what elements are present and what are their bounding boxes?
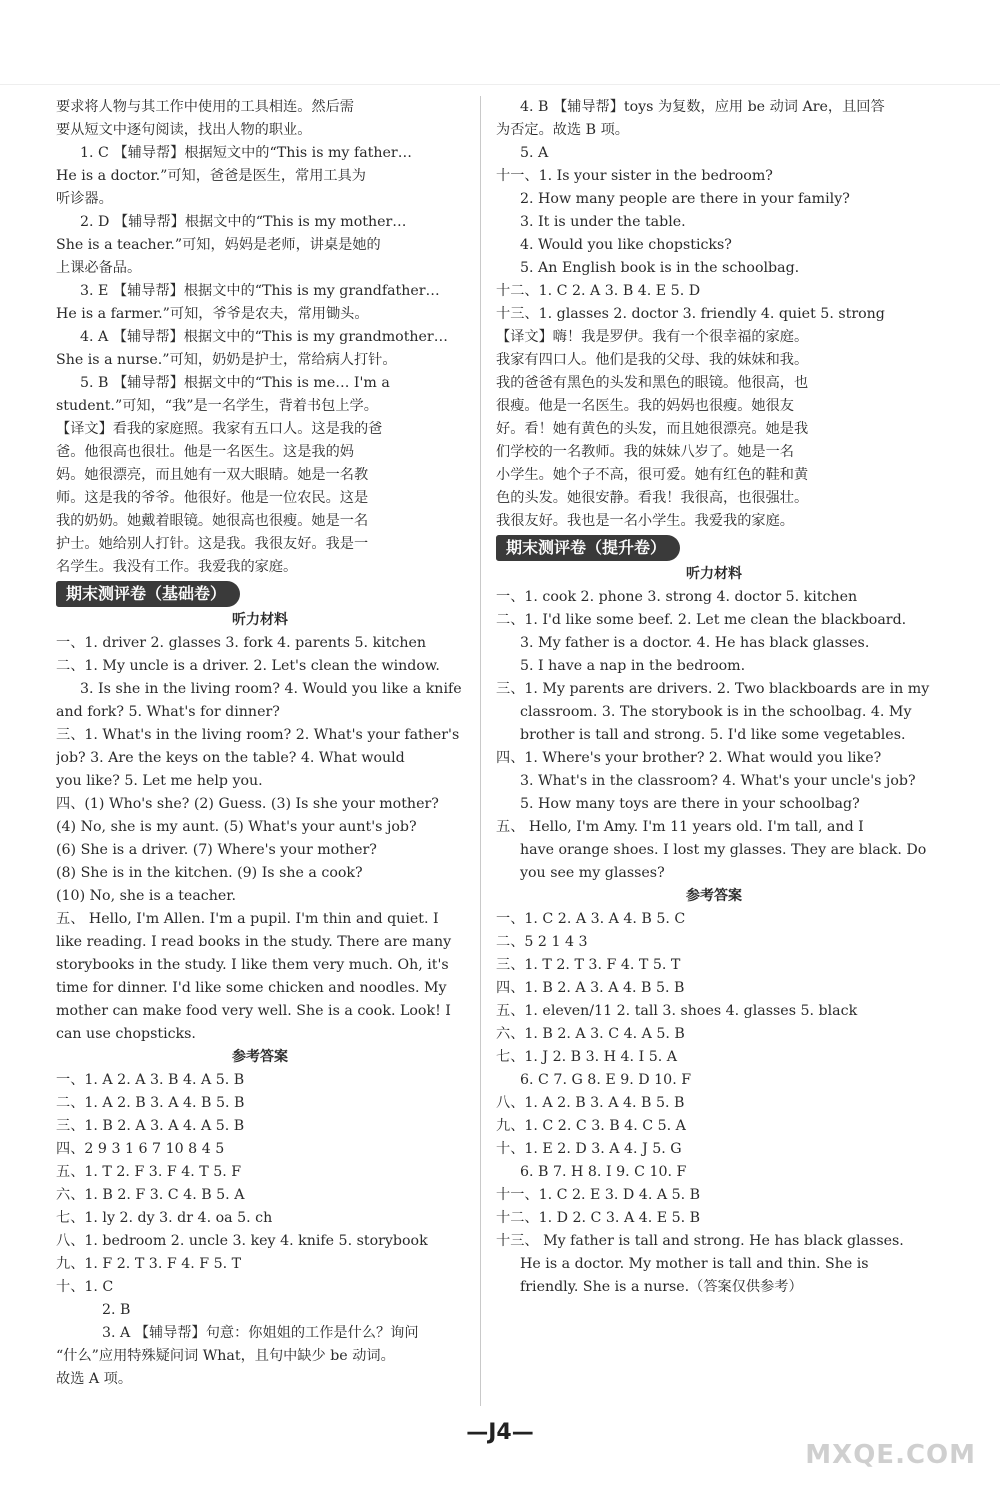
text-line: 六、1. B 2. A 3. C 4. A 5. B xyxy=(496,1026,685,1042)
text-line: job? 3. Are the keys on the table? 4. What would xyxy=(56,750,405,766)
text-line: 一、1. C 2. A 3. A 4. B 5. C xyxy=(496,911,686,927)
text-line: and fork? 5. What's for dinner? xyxy=(56,704,280,720)
text-line: you like? 5. Let me help you. xyxy=(56,773,263,789)
text-line: 十二、1. D 2. C 3. A 4. E 5. B xyxy=(496,1210,701,1226)
subsection-heading: 参考答案 xyxy=(232,1049,288,1065)
text-line: 五、1. eleven/11 2. tall 3. shoes 4. glasses 5. black xyxy=(496,1003,858,1019)
text-line: 一、1. cook 2. phone 3. strong 4. doctor 5. kitchen xyxy=(496,589,858,605)
text-line: 三、1. What's in the living room? 2. What's your father's xyxy=(56,727,460,743)
text-line: 3. A 【辅导帮】句意：你姐姐的工作是什么？询问 xyxy=(102,1325,419,1341)
text-line: He is a farmer.”可知，爷爷是农夫，常用锄头。 xyxy=(56,306,369,322)
right-column xyxy=(496,96,932,1299)
text-line: 3. My father is a doctor. 4. He has black glasses. xyxy=(520,635,870,651)
text-line: mother can make food very well. She is a cook. Look! I xyxy=(56,1003,451,1019)
text-line: 八、1. bedroom 2. uncle 3. key 4. knife 5. storybook xyxy=(56,1233,428,1249)
column-divider xyxy=(480,96,481,1406)
text-line: 三、1. My parents are drivers. 2. Two blackboards are in my xyxy=(496,681,930,697)
text-line: 四、2 9 3 1 6 7 10 8 4 5 xyxy=(56,1141,225,1157)
page-top-rule xyxy=(0,84,1000,85)
section-banner-wrap xyxy=(496,533,932,563)
text-line: (8) She is in the kitchen. (9) Is she a cook? xyxy=(56,865,363,881)
text-line: 4. Would you like chopsticks? xyxy=(520,237,732,253)
text-line: 五、 Hello, I'm Amy. I'm 11 years old. I'm tall, and I xyxy=(496,819,864,835)
text-line: 二、1. My uncle is a driver. 2. Let's clean the window. xyxy=(56,658,440,674)
text-line: 好。看！她有黄色的头发，而且她很漂亮。她是我 xyxy=(496,421,809,437)
section-title: 期末测评卷（基础卷） xyxy=(56,581,240,607)
text-line: 5. A xyxy=(520,145,549,161)
text-line: (4) No, she is my aunt. (5) What's your aunt's job? xyxy=(56,819,417,835)
text-line: 一、1. A 2. A 3. B 4. A 5. B xyxy=(56,1072,245,1088)
text-line: storybooks in the study. I like them very much. Oh, it's xyxy=(56,957,449,973)
text-line: 小学生。她个子不高，很可爱。她有红色的鞋和黄 xyxy=(496,467,809,483)
text-line: 2. D 【辅导帮】根据文中的“This is my mother… xyxy=(80,214,407,230)
text-line: 我家有四口人。他们是我的父母、我的妹妹和我。 xyxy=(496,352,809,368)
text-line: 名学生。我没有工作。我爱我的家庭。 xyxy=(56,559,298,575)
text-line: you see my glasses? xyxy=(520,865,665,881)
text-line: 师。这是我的爷爷。他很好。他是一位农民。这是 xyxy=(56,490,369,506)
text-line: 四、1. Where's your brother? 2. What would you like? xyxy=(496,750,882,766)
text-line: 要求将人物与其工作中使用的工具相连。然后需 xyxy=(56,99,354,115)
text-line: He is a doctor. My mother is tall and thin. She is xyxy=(520,1256,869,1272)
text-line: 七、1. J 2. B 3. H 4. I 5. A xyxy=(496,1049,677,1065)
text-line: 三、1. T 2. T 3. F 4. T 5. T xyxy=(496,957,681,973)
text-line: 十一、1. C 2. E 3. D 4. A 5. B xyxy=(496,1187,701,1203)
text-line: 【译文】嗨！我是罗伊。我有一个很幸福的家庭。 xyxy=(496,329,809,345)
text-line: 1. C 【辅导帮】根据短文中的“This is my father… xyxy=(80,145,412,161)
text-line: 4. B 【辅导帮】toys 为复数，应用 be 动词 Are，且回答 xyxy=(520,99,885,115)
text-line: 很瘦。他是一名医生。我的妈妈也很瘦。她很友 xyxy=(496,398,794,414)
text-line: 3. What's in the classroom? 4. What's your uncle's job? xyxy=(520,773,916,789)
text-line: 十、1. C xyxy=(56,1279,114,1295)
text-line: 我的奶奶。她戴着眼镜。她很高也很瘦。她是一名 xyxy=(56,513,369,529)
text-line: She is a nurse.”可知，奶奶是护士，常给病人打针。 xyxy=(56,352,397,368)
text-line: She is a teacher.”可知，妈妈是老师，讲桌是她的 xyxy=(56,237,381,253)
text-line: 我的爸爸有黑色的头发和黑色的眼镜。他很高，也 xyxy=(496,375,809,391)
subsection-heading: 听力材料 xyxy=(686,566,742,582)
watermark-text: MXQE.COM xyxy=(805,1440,976,1470)
page-number: —J4— xyxy=(466,1420,534,1445)
text-line: 2. How many people are there in your family? xyxy=(520,191,850,207)
text-line: student.”可知，“我”是一名学生，背着书包上学。 xyxy=(56,398,378,414)
text-line: 二、1. I'd like some beef. 2. Let me clean the blackboard. xyxy=(496,612,907,628)
text-line: He is a doctor.”可知，爸爸是医生，常用工具为 xyxy=(56,168,366,184)
text-line: 【译文】看我的家庭照。我家有五口人。这是我的爸 xyxy=(56,421,383,437)
text-line: 十、1. E 2. D 3. A 4. J 5. G xyxy=(496,1141,682,1157)
text-line: 4. A 【辅导帮】根据文中的“This is my grandmother… xyxy=(80,329,448,345)
text-line: 十三、1. glasses 2. doctor 3. friendly 4. quiet 5. strong xyxy=(496,306,885,322)
text-line: 妈。她很漂亮，而且她有一双大眼睛。她是一名教 xyxy=(56,467,369,483)
text-line: 四、(1) Who's she? (2) Guess. (3) Is she your mother? xyxy=(56,796,439,812)
text-line: 六、1. B 2. F 3. C 4. B 5. A xyxy=(56,1187,245,1203)
text-line: 为否定。故选 B 项。 xyxy=(496,122,629,138)
text-line: 二、5 2 1 4 3 xyxy=(496,934,588,950)
text-line: 爸。他很高也很壮。他是一名医生。这是我的妈 xyxy=(56,444,354,460)
text-line: 上课必备品。 xyxy=(56,260,142,276)
text-line: 七、1. ly 2. dy 3. dr 4. oa 5. ch xyxy=(56,1210,273,1226)
text-line: 一、1. driver 2. glasses 3. fork 4. parents 5. kitchen xyxy=(56,635,427,651)
text-line: 3. It is under the table. xyxy=(520,214,686,230)
text-line: 5. I have a nap in the bedroom. xyxy=(520,658,746,674)
text-line: 十二、1. C 2. A 3. B 4. E 5. D xyxy=(496,283,701,299)
subsection-heading: 参考答案 xyxy=(686,888,742,904)
text-line: can use chopsticks. xyxy=(56,1026,196,1042)
text-line: 九、1. C 2. C 3. B 4. C 5. A xyxy=(496,1118,686,1134)
text-line: brother is tall and strong. 5. I'd like some vegetables. xyxy=(520,727,906,743)
text-line: 5. How many toys are there in your schoolbag? xyxy=(520,796,860,812)
text-line: 护士。她给别人打针。这是我。我很友好。我是一 xyxy=(56,536,369,552)
text-line: 五、 Hello, I'm Allen. I'm a pupil. I'm thin and quiet. I xyxy=(56,911,439,927)
text-line: (10) No, she is a teacher. xyxy=(56,888,236,904)
text-line: classroom. 3. The storybook is in the schoolbag. 4. My xyxy=(520,704,912,720)
text-line: friendly. She is a nurse.（答案仅供参考） xyxy=(520,1279,803,1295)
text-line: 四、1. B 2. A 3. A 4. B 5. B xyxy=(496,980,685,996)
text-line: 5. An English book is in the schoolbag. xyxy=(520,260,800,276)
subsection-heading: 听力材料 xyxy=(232,612,288,628)
text-line: 2. B xyxy=(102,1302,131,1318)
text-line: 听诊器。 xyxy=(56,191,113,207)
text-line: “什么”应用特殊疑问词 What，且句中缺少 be 动词。 xyxy=(56,1348,395,1364)
text-line: 三、1. B 2. A 3. A 4. A 5. B xyxy=(56,1118,245,1134)
text-line: have orange shoes. I lost my glasses. They are black. Do xyxy=(520,842,927,858)
text-line: 3. Is she in the living room? 4. Would you like a knife xyxy=(80,681,462,697)
text-line: 6. C 7. G 8. E 9. D 10. F xyxy=(520,1072,692,1088)
text-line: like reading. I read books in the study. There are many xyxy=(56,934,452,950)
text-line: 色的头发。她很安静。看我！我很高，也很强壮。 xyxy=(496,490,809,506)
left-column xyxy=(56,96,464,1391)
text-line: (6) She is a driver. (7) Where's your mother? xyxy=(56,842,377,858)
text-line: 故选 A 项。 xyxy=(56,1371,133,1387)
text-line: 要从短文中逐句阅读，找出人物的职业。 xyxy=(56,122,312,138)
section-banner-wrap xyxy=(56,579,464,609)
text-line: 十一、1. Is your sister in the bedroom? xyxy=(496,168,773,184)
text-line: 十三、 My father is tall and strong. He has black glasses. xyxy=(496,1233,904,1249)
text-line: 6. B 7. H 8. I 9. C 10. F xyxy=(520,1164,687,1180)
text-line: time for dinner. I'd like some chicken and noodles. My xyxy=(56,980,447,996)
text-line: 们学校的一名教师。我的妹妹八岁了。她是一名 xyxy=(496,444,794,460)
section-title: 期末测评卷（提升卷） xyxy=(496,535,680,561)
text-line: 八、1. A 2. B 3. A 4. B 5. B xyxy=(496,1095,685,1111)
text-line: 3. E 【辅导帮】根据文中的“This is my grandfather… xyxy=(80,283,440,299)
text-line: 五、1. T 2. F 3. F 4. T 5. F xyxy=(56,1164,242,1180)
text-line: 九、1. F 2. T 3. F 4. F 5. T xyxy=(56,1256,242,1272)
text-line: 我很友好。我也是一名小学生。我爱我的家庭。 xyxy=(496,513,794,529)
text-line: 5. B 【辅导帮】根据文中的“This is me… I'm a xyxy=(80,375,390,391)
text-line: 二、1. A 2. B 3. A 4. B 5. B xyxy=(56,1095,245,1111)
